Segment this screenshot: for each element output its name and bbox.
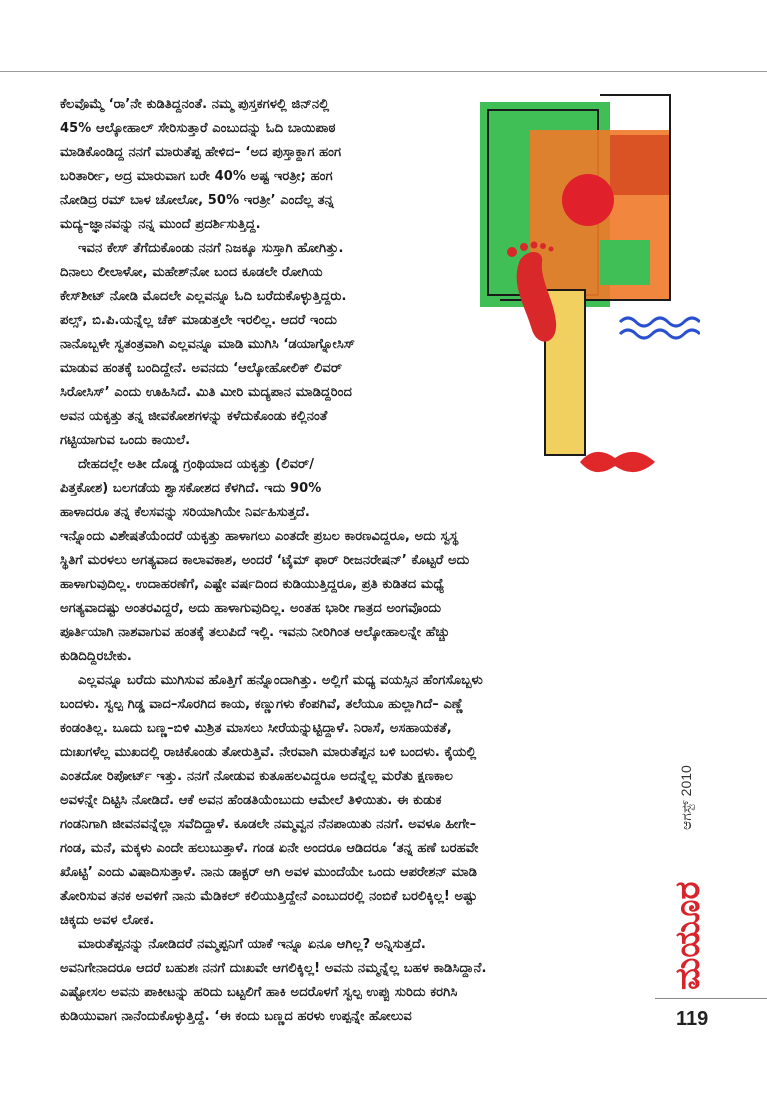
abstract-foot-painting-icon	[470, 90, 700, 500]
body-line: ಅಗತ್ಯವಾದಷ್ಟು ಅಂತರವಿದ್ದರೆ, ಅದು ಹಾಳಾಗುವುದಿಲ್ಲ. ಅಂತಹ ಭಾರೀ ಗಾತ್ರದ ಅಂಗವೊಂದು	[60, 601, 442, 616]
body-line: ಎಷ್ಟೋಸಲ ಅವನು ಪಾಕೀಟನ್ನು ಹರಿದು ಬಟ್ಟಲಿಗೆ ಹಾಕಿ ಅದರೊಳಗೆ ಸ್ವಲ್ಪ ಉಪ್ಪು ಸುರಿದು ಕರಗಿಸಿ	[60, 985, 458, 1000]
page-number: 119	[676, 1008, 709, 1030]
green-square	[600, 240, 650, 285]
body-line: ಅವನ ಯಕೃತ್ತು ತನ್ನ ಜೀವಕೋಶಗಳನ್ನು ಕಳೆದುಕೊಂಡು ಕಲ್ಲಿನಂತೆ	[60, 409, 328, 424]
top-rule	[0, 71, 767, 72]
issue-month: ಆಗಸ್ಟ್	[678, 800, 694, 830]
body-line: ಗಟ್ಟಿಯಾಗುವ ಒಂದು ಕಾಯಿಲೆ.	[60, 433, 191, 448]
body-line: ಇವನ ಕೇಸ್ ತೆಗೆದುಕೊಂಡು ನನಗೆ ನಿಜಕ್ಕೂ ಸುಸ್ತಾಗಿ ಹೋಗಿತ್ತು.	[78, 241, 344, 256]
body-line: ದಿನಾಲು ಲೀಲಾಳೋ, ಮಹೇಶ್‌ನೋ ಬಂದ ಕೂಡಲೇ ರೋಗಿಯ	[60, 265, 323, 280]
red-sun	[562, 174, 614, 226]
body-line: ಚಿಕ್ಕದು ಅವಳ ಲೋಕ.	[60, 913, 155, 928]
body-line: ಸಿರೋಸಿಸ್’ ಎಂದು ಊಹಿಸಿದೆ. ಮಿತಿ ಮೀರಿ ಮದ್ಯಪಾನ ಮಾಡಿದ್ದರಿಂದ	[60, 385, 352, 400]
issue-date	[678, 765, 695, 830]
body-line: ಮಾಡಿಕೊಂಡಿದ್ದ ನನಗೆ ಮಾರುತೆಪ್ಪ ಹೇಳಿದ– ‘ಅದ ಪುಸ್ತಾಕ್ದಾಗ ಹಂಗ	[60, 145, 342, 160]
lips-shape	[580, 452, 655, 472]
body-line: ಹಾಳಾದರೂ ತನ್ನ ಕೆಲಸವನ್ನು ಸರಿಯಾಗಿಯೇ ನಿರ್ವಹಿಸುತ್ತದೆ.	[60, 505, 310, 520]
body-line: ಬಂದಳು. ಸ್ವಲ್ಪ ಗಿಡ್ಡ ವಾದ–ಸೊರಗಿದ ಕಾಯ, ಕಣ್ಣುಗಳು ಕೆಂಪಗಿವೆ, ತಲೆಯೂ ಹುಲ್ಲಾಗಿದೆ– ಎಣ್ಣೆ	[60, 697, 464, 712]
body-line: ಗಂಡನಿಗಾಗಿ ಜೀವನವನ್ನೆಲ್ಲಾ ಸವೆದಿದ್ದಾಳೆ. ಕೂಡಲೇ ನಮ್ಮವ್ವನ ನೆನಪಾಯಿತು ನನಗೆ. ಅವಳೂ ಹೀಗೇ–	[60, 817, 477, 832]
body-line: ಅವನಿಗೇನಾದರೂ ಆದರೆ ಬಹುಶಃ ನನಗೆ ದುಃಖವೇ ಆಗಲಿಕ್ಕಿಲ್ಲ! ಅವನು ನಮ್ಮನ್ನೆಲ್ಲ ಬಹಳ ಕಾಡಿಸಿದ್ದಾನೆ.	[60, 961, 487, 976]
issue-year: 2010	[678, 765, 694, 797]
body-line: ನೋಡಿದ್ರ ರಮ್ ಬಾಳ ಚೋಲೋ, 50% ಇರತ್ರೀ’ ಎಂದೆಲ್ಲ ತನ್ನ	[60, 193, 334, 208]
body-line: ಸ್ಥಿತಿಗೆ ಮರಳಲು ಅಗತ್ಯವಾದ ಕಾಲಾವಕಾಶ, ಅಂದರೆ ‘ಟೈಮ್ ಫಾರ್ ರೀಜನರೇಷನ್’ ಕೊಟ್ಟರೆ ಅದು	[60, 553, 470, 568]
red-square	[610, 135, 670, 195]
body-line: ಬರಿತಾರ್ರೀ, ಅದ್ರ ಮಾರುವಾಗ ಬರೇ 40% ಅಷ್ಟ ಇರತ್ರೀ; ಹಂಗ	[60, 169, 333, 184]
body-line: ಹಾಳಾಗುವುದಿಲ್ಲ. ಉದಾಹರಣೆಗೆ, ಎಷ್ಟೇ ವರ್ಷದಿಂದ ಕುಡಿಯುತ್ತಿದ್ದರೂ, ಪ್ರತಿ ಕುಡಿತದ ಮಧ್ಯೆ	[60, 577, 445, 592]
body-line: ಎಂತದೋ ರಿಪೋರ್ಟ್ ಇತ್ತು. ನನಗೆ ನೋಡುವ ಕುತೂಹಲವಿದ್ದರೂ ಅದನ್ನೆಲ್ಲ ಮರೆತು ಕ್ಷಣಕಾಲ	[60, 769, 454, 784]
body-line: ಮಾರುತೆಪ್ಪನನ್ನು ನೋಡಿದರೆ ನಮ್ಮಪ್ಪನಿಗೆ ಯಾಕೆ ಇನ್ನೂ ಏನೂ ಆಗಿಲ್ಲ? ಅನ್ನಿಸುತ್ತದೆ.	[78, 937, 426, 952]
body-line: ಕುಡಿಯುವಾಗ ನಾನೆಂದುಕೊಳ್ಳುತ್ತಿದ್ದೆ. ‘ಈ ಕಂದು ಬಣ್ಣದ ಹರಳು ಉಪ್ಪನ್ನೇ ಹೋಲುವ	[60, 1009, 412, 1024]
body-line: ಪೂರ್ತಿಯಾಗಿ ನಾಶವಾಗುವ ಹಂತಕ್ಕೆ ತಲುಪಿದೆ ಇಲ್ಲಿ. ಇವನು ನೀರಿಗಿಂತ ಆಲ್ಕೋಹಾಲನ್ನೇ ಹೆಚ್ಚು	[60, 625, 450, 640]
body-line: ಕೆಲವೊಮ್ಮೆ ‘ರಾ’ನೇ ಕುಡಿತಿದ್ದನಂತೆ. ನಮ್ಮ ಪುಸ್ತಕಗಳಲ್ಲಿ ಜಿನ್‌ನಲ್ಲಿ	[60, 97, 330, 112]
body-line: ನಾನೊಬ್ಬಳೇ ಸ್ವತಂತ್ರವಾಗಿ ಎಲ್ಲವನ್ನೂ ಮಾಡಿ ಮುಗಿಸಿ ‘ಡಯಾಗ್ನೋಸಿಸ್	[60, 337, 356, 352]
body-line: 45% ಆಲ್ಕೋಹಾಲ್ ಸೇರಿಸುತ್ತಾರೆ ಎಂಬುದನ್ನು ಓದಿ ಬಾಯಿಪಾಠ	[60, 121, 336, 136]
body-line: ಎಲ್ಲವನ್ನೂ ಬರೆದು ಮುಗಿಸುವ ಹೊತ್ತಿಗೆ ಹನ್ನೊಂದಾಗಿತ್ತು. ಅಲ್ಲಿಗೆ ಮಧ್ಯ ವಯಸ್ಸಿನ ಹೆಂಗಸೊಬ್ಬಳು	[78, 673, 483, 688]
body-line: ಮಾಡುವ ಹಂತಕ್ಕೆ ಬಂದಿದ್ದೇನೆ. ಅವನದು ‘ಆಲ್ಕೋಹೋಲಿಕ್ ಲಿವರ್	[60, 361, 343, 376]
bottom-rule	[655, 998, 767, 999]
body-line: ಕುಡಿದಿದ್ದಿರಬೇಕು.	[60, 649, 132, 664]
body-line: ಪಲ್ಸ್, ಬಿ.ಪಿ.ಯನ್ನೆಲ್ಲ ಚೆಕ್ ಮಾಡುತ್ತಲೇ ಇರಲಿಲ್ಲ. ಆದರೆ ಇಂದು	[60, 313, 337, 328]
body-line: ಮದ್ಯ–ಜ್ಞಾನವನ್ನು ನನ್ನ ಮುಂದೆ ಪ್ರದರ್ಶಿಸುತ್ತಿದ್ದ.	[60, 217, 261, 232]
body-line: ಇನ್ನೊಂದು ವಿಶೇಷತೆಯೆಂದರೆ ಯಕೃತ್ತು ಹಾಳಾಗಲು ಎಂತದೇ ಪ್ರಬಲ ಕಾರಣವಿದ್ದರೂ, ಅದು ಸ್ವಸ್ಥ	[60, 529, 459, 544]
magazine-name-vertical	[668, 882, 708, 990]
body-line: ಅವಳನ್ನೇ ದಿಟ್ಟಿಸಿ ನೋಡಿದೆ. ಆಕೆ ಅವನ ಹೆಂಡತಿಯೆಂಬುದು ಆಮೇಲೆ ತಿಳಿಯಿತು. ಈ ಕುಡುಕ	[60, 793, 442, 808]
body-line: ದೇಹದಲ್ಲೇ ಅತೀ ದೊಡ್ಡ ಗ್ರಂಥಿಯಾದ ಯಕೃತ್ತು (ಲಿವರ್/	[78, 457, 315, 472]
body-line: ಕಂಡಂತಿಲ್ಲ. ಬೂದು ಬಣ್ಣ–ಬಿಳಿ ಮಿಶ್ರಿತ ಮಾಸಲು ಸೀರೆಯನ್ನುಟ್ಟಿದ್ದಾಳೆ. ನಿರಾಸೆ, ಅಸಹಾಯಕತೆ,	[60, 721, 452, 736]
body-line: ಗಂಡ, ಮನೆ, ಮಕ್ಕಳು ಎಂದೇ ಹಲುಬುತ್ತಾಳೆ. ಗಂಡ ಏನೇ ಅಂದರೂ ಆಡಿದರೂ ‘ತನ್ನ ಹಣೆ ಬರಹವೇ	[60, 841, 479, 856]
body-line: ಖೊಟ್ಟಿ’ ಎಂದು ವಿಷಾದಿಸುತ್ತಾಳೆ. ನಾನು ಡಾಕ್ಟರ್ ಆಗಿ ಅವಳ ಮುಂದೆಯೇ ಒಂದು ಆಪರೇಶನ್ ಮಾಡಿ	[60, 865, 478, 880]
body-line: ಕೇಸ್‌ಶೀಟ್ ನೋಡಿ ಮೊದಲೇ ಎಲ್ಲವನ್ನೂ ಓದಿ ಬರೆದುಕೊಳ್ಳುತ್ತಿದ್ದರು.	[60, 289, 347, 304]
wave-line-2	[620, 330, 700, 338]
wave-line-1	[620, 318, 700, 326]
body-line: ತೋರಿಸುವ ತನಕ ಅವಳಿಗೆ ನಾನು ಮೆಡಿಕಲ್ ಕಲಿಯುತ್ತಿದ್ದೇನೆ ಎಂಬುದರಲ್ಲಿ ನಂಬಿಕೆ ಬರಲಿಕ್ಕಿಲ್ಲ! ಅಷ್ಟು	[60, 889, 478, 904]
body-line: ಪಿತ್ತಕೋಶ) ಬಲಗಡೆಯ ಶ್ವಾಸಕೋಶದ ಕೆಳಗಿದೆ. ಇದು 90%	[60, 481, 322, 496]
body-line: ದುಃಖಗಳೆಲ್ಲ ಮುಖದಲ್ಲಿ ರಾಚಿಕೊಂಡು ತೋರುತ್ತಿವೆ. ನೇರವಾಗಿ ಮಾರುತೆಪ್ಪನ ಬಳಿ ಬಂದಳು. ಕೈಯಲ್ಲಿ	[60, 745, 477, 760]
magazine-name: ಮಯೂರ	[668, 881, 708, 990]
